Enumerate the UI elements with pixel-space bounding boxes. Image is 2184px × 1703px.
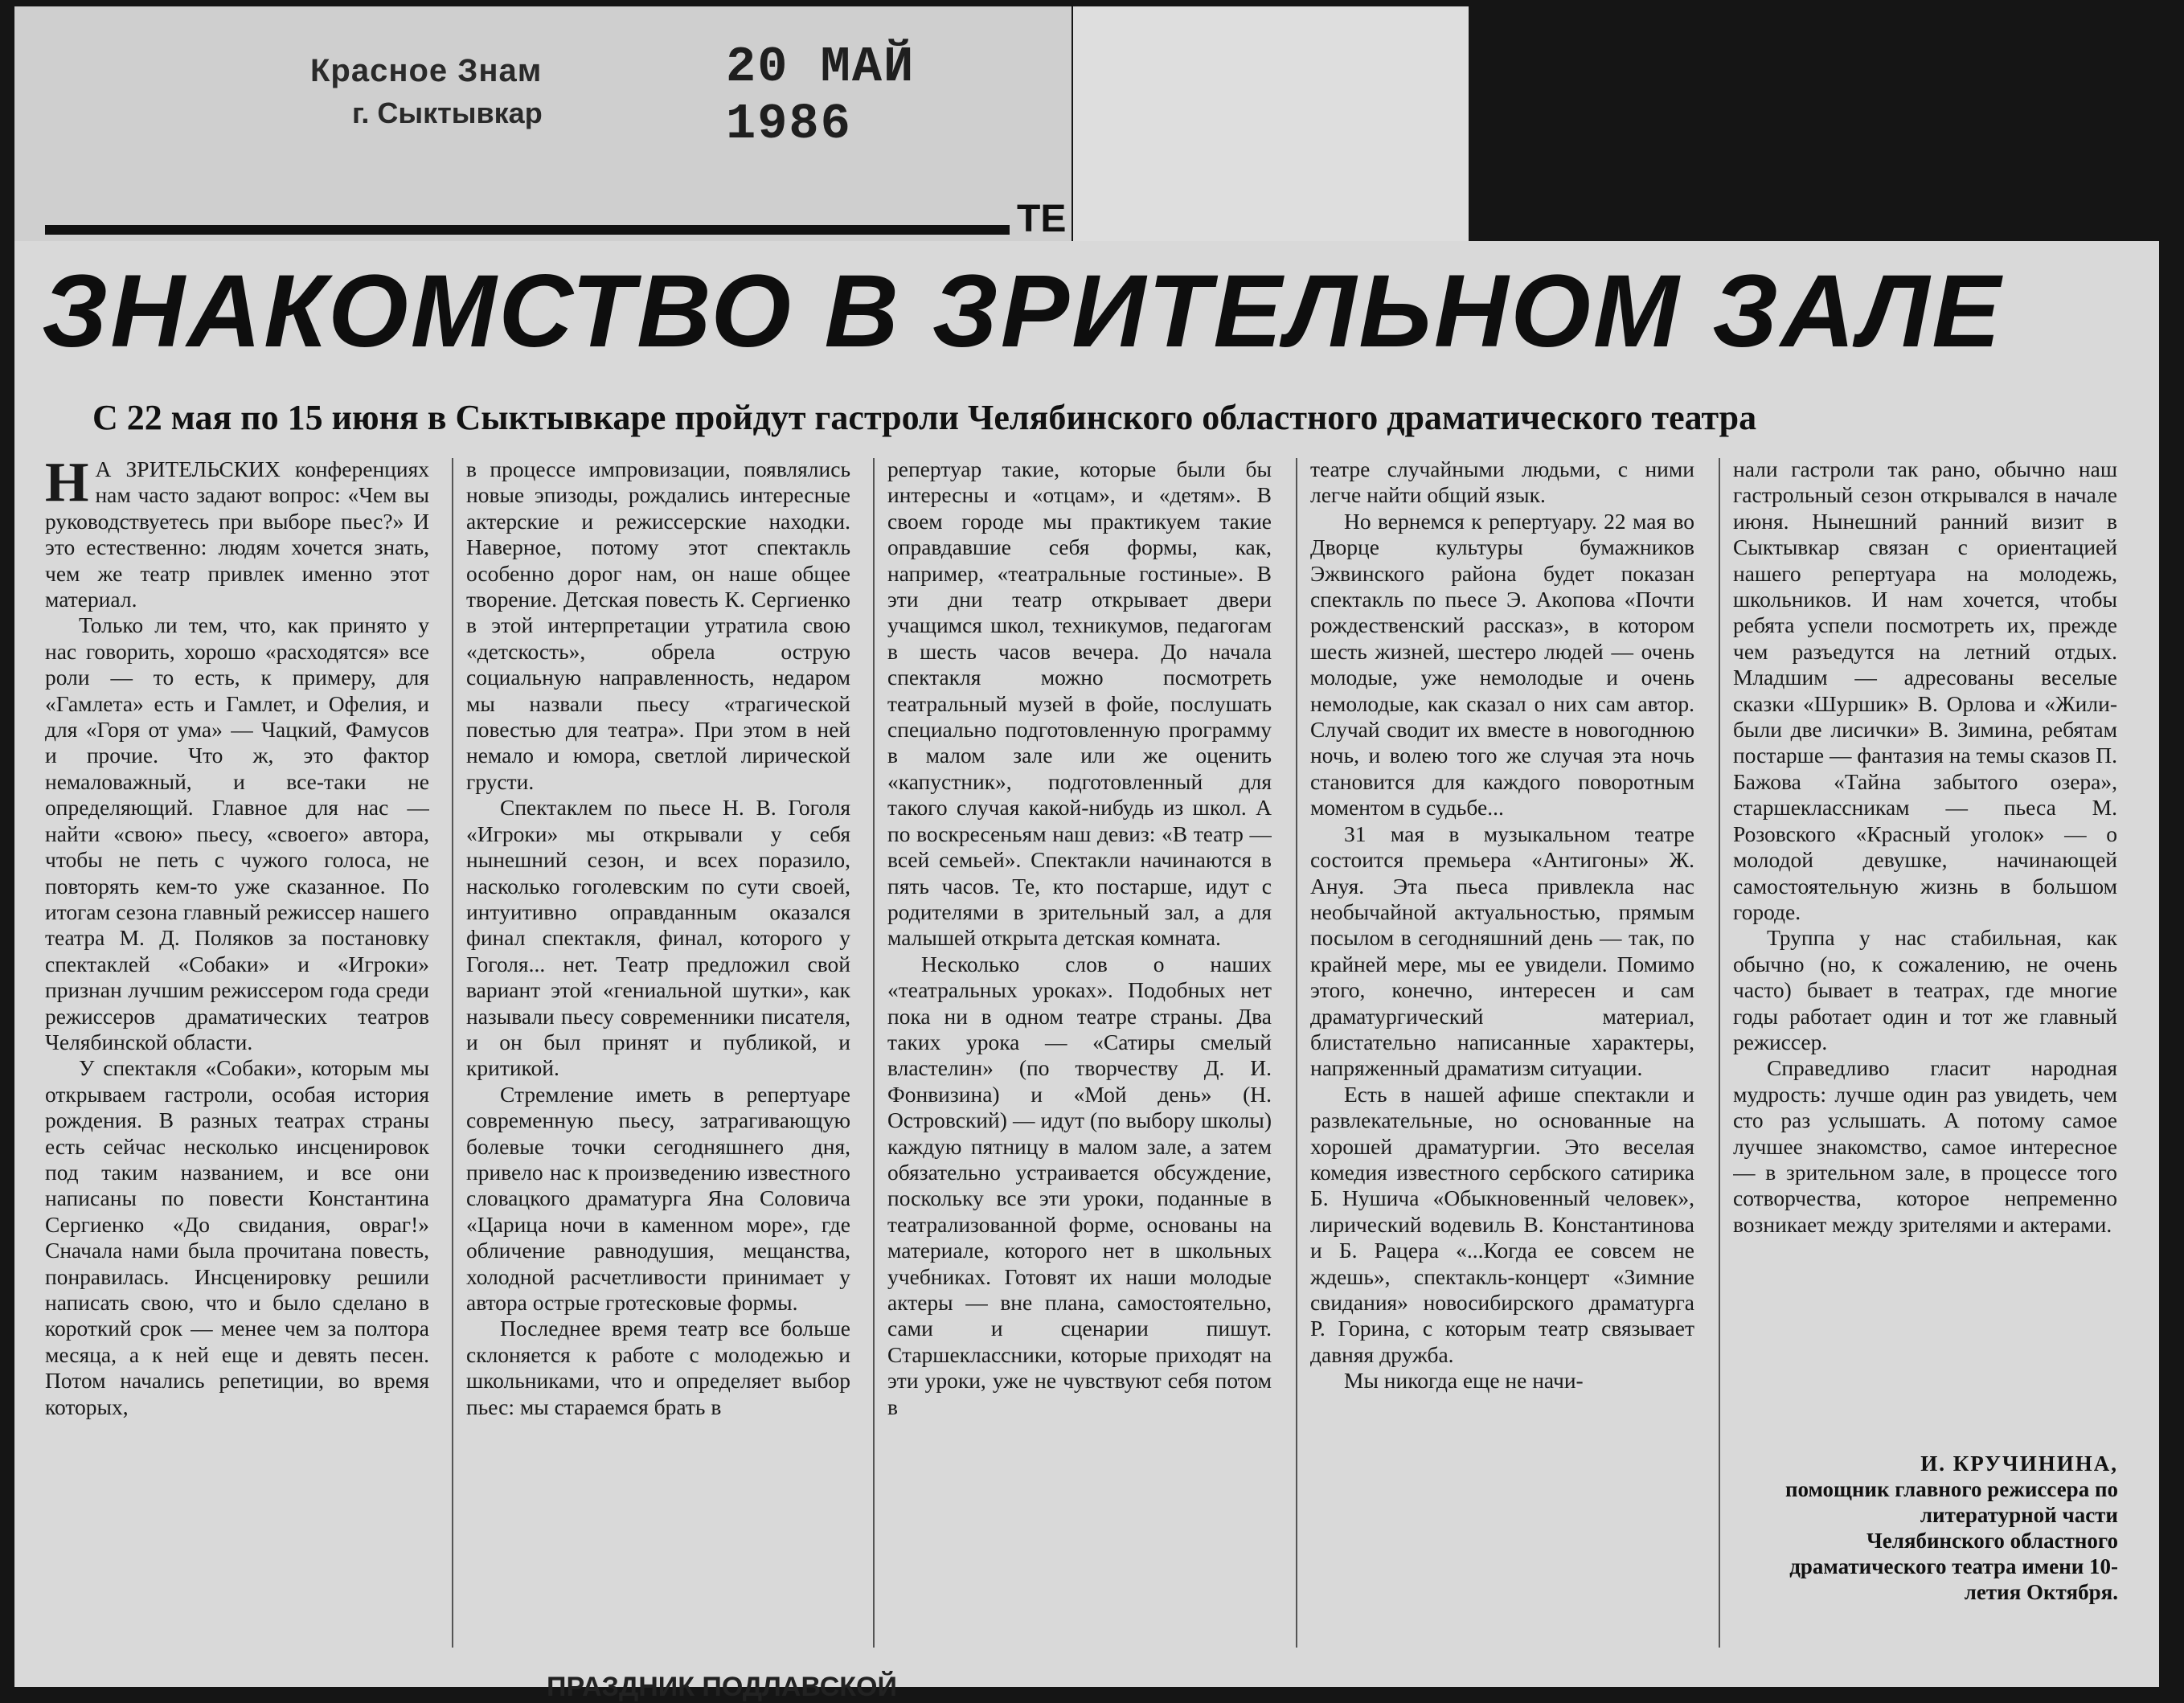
article-column-1 [45, 456, 429, 1654]
paragraph: Но вернемся к репертуару. 22 мая во Дворце культуры бумажников Эжвинского района будет показан спектакль по пьесе Э. Акопова «Почти рождественский рассказ», в котором шесть жизней, шестеро людей — очень молодые, уже немолодые и очень немолодые, как сказал о них сам автор. Случай сводит их вместе в новогоднюю ночь, и волею того же случая эта ночь становится для каждого поворотным моментом в судьбе... [1310, 508, 1694, 821]
clipping-header-stub [14, 6, 1072, 248]
date-stamp: 20 МАЙ 1986 [726, 39, 916, 153]
article-column-3 [887, 456, 1272, 1654]
article-headline: ЗНАКОМСТВО В ЗРИТЕЛЬНОМ ЗАЛЕ [42, 254, 2003, 369]
column-divider [1719, 458, 1720, 1648]
paragraph: Труппа у нас стабильная, как обычно (но, к сожалению, не очень часто) бывает в театрах, где многие годы работает один и тот же главный режиссер. [1733, 925, 2117, 1054]
author-signature [1780, 1451, 2118, 1605]
paragraph: Мы никогда еще не начи- [1344, 1368, 1584, 1394]
column-divider [452, 458, 453, 1648]
paragraph: Справедливо гласит народная мудрость: лучше один раз увидеть, чем сто раз услышать. А потому самое лучшее знакомство, самое интересное — в зрительном зале, в процессе того сотворчества, которое непременно возникает между зрителями и актерами. [1733, 1055, 2117, 1237]
column-divider [1296, 458, 1297, 1648]
article-column-5 [1733, 456, 2117, 1441]
paragraph: Стремление иметь в репертуаре современную пьесу, затрагивающую болевые точки сегодняшнего дня, привело нас к произведению известного словацкого драматурга Яна Соловича «Царица ночи в каменном море», где обличение равнодушия, мещанства, холодной расчетливости принимает у автора острые гротесковые формы. [466, 1081, 850, 1315]
paragraph: нали гастроли так рано, обычно наш гастрольный сезон открывался в начале июня. Нынешний ранний визит в Сыктывкар связан с ориентацией нашего репертуара на молодежь, школьников. И нам хочется, чтобы ребята успели посмотреть их, прежде чем разъедутся на летний отдых. Младшим — адресованы веселые сказки «Шуршик» В. Орлова и «Жили-были две лисички» В. Зимина, ребятам постарше — фантазия на темы сказов П. Бажова «Тайна забытого озера», старшеклассникам — пьеса М. Розовского «Красный уголок» — о молодой девушке, начинающей самостоятельную жизнь в большом городе. [1733, 456, 2117, 924]
author-name: И. КРУЧИНИНА, [1920, 1451, 2118, 1476]
column-divider [873, 458, 875, 1648]
rubric-label: ТЕ [1017, 198, 1067, 240]
article-column-2 [466, 456, 850, 1654]
backing-paper [1073, 6, 1469, 241]
paragraph: Спектаклем по пьесе Н. В. Гоголя «Игроки» мы открывали у себя нынешний сезон, и всех поразило, насколько гоголевским по сути своей, интуитивно оправданным оказался финал спектакля, финал, которого у Гоголя... нет. Театр предложил свой вариант этой «гениальной шутки», как называли пьесу современники писателя, и он был принят и публикой, и критикой. [466, 795, 850, 1081]
author-position: помощник главного режиссера по литературной части Челябинского областного драматического театра имени 10-летия Октября. [1784, 1477, 2118, 1604]
paragraph: 31 мая в музыкальном театре состоится премьера «Антигоны» Ж. Ануя. Эта пьеса привлекла нас необычайной актуальностью, прямым посылом в сегодняшний день — так, по крайней мере, мы ее увидели. Помимо этого, конечно, интересен и сам драматургический материал, блистательно написанные характеры, напряженный драматизм ситуации. [1310, 821, 1694, 1081]
paragraph: Н А ЗРИТЕЛЬСКИХ конференциях нам часто задают вопрос: «Чем вы руководствуетесь при выборе пьес?» И это естественно: людям хочется знать, чем же театр привлек именно этот материал. [45, 456, 429, 612]
article-subheadline: С 22 мая по 15 июня в Сыктывкаре пройдут гастроли Челябинского областного драматического театра [92, 398, 1757, 437]
paragraph: Есть в нашей афише спектакли и развлекательные, но основанные на хорошей драматургии. Это веселая комедия известного сербского сатирика Б. Нушича «Обыкновенный человек», лирический водевиль В. Константинова и Б. Рацера «...Когда ее совсем не ждешь», спектакль-концерт «Зимние свидания» новосибирского драматурга Р. Горина, с которым театр связывает давняя дружба. [1310, 1081, 1694, 1367]
paragraph: репертуар такие, которые были бы интересны и «отцам», и «детям». В своем городе мы практикуем такие оправдавшие себя формы, как, например, «театральные гостиные». В эти дни театр открывает двери учащимся школ, техникумов, педагогам в шесть часов вечера. До начала спектакля можно посмотреть театральный музей в фойе, послушать специально подготовленную программу в малом зале или же оценить «капустник», подготовленный для такого случая какой-нибудь из школ. А по воскресеньям наш девиз: «В театр — всей семьей». Спектакли начинаются в пять часов. Те, кто постарше, идут с родителями в зрительный зал, а для малышей открыта детская комната. [887, 456, 1272, 951]
drop-cap: Н [45, 456, 89, 514]
paragraph: театре случайными людьми, с ними легче найти общий язык. [1310, 456, 1694, 508]
paragraph: Только ли тем, что, как принято у нас говорить, хорошо «расходятся» все роли — то есть, к примеру, для «Гамлета» есть и Гамлет, и Офелия, и для «Горя от ума» — Чацкий, Фамусов и прочие. Что ж, это фактор немаловажный, и все-таки не определяющий. Главное для нас — найти «свою» пьесу, «своего» автора, чтобы не петь с чужого голоса, не повторять кем-то уже сказанное. По итогам сезона главный режиссер нашего театра М. Д. Поляков за постановку спектаклей «Собаки» и «Игроки» признан лучшим режиссером года среди режиссеров драматических театров Челябинской области. [45, 612, 429, 1054]
paragraph: Последнее время театр все больше склоняется к работе с молодежью и школьниками, что и определяет выбор пьес: мы стараемся брать в [466, 1316, 850, 1419]
rubric-rule [45, 225, 1010, 235]
newspaper-city: г. Сыктывкар [352, 96, 543, 129]
paragraph: Несколько слов о наших «театральных уроках». Подобных нет пока ни в одном театре страны. Два таких урока — «Сатиры смелый властелин» (по творчеству Д. И. Фонвизина) и «Мой день» (Н. Островский) — идут (по выбору школы) каждую пятницу в малом зале, а затем обязательно устраивается обсуждение, поскольку все эти уроки, поданные в театрализованной форме, основаны на материале, которого нет в школьных учебниках. Готовят их наши молодые актеры — вне плана, самостоятельно, сами и сценарии пишут. Старшеклассники, которые приходят на эти уроки, уже не чувствуют себя потом в [887, 951, 1272, 1419]
next-article-fragment: ПРАЗДНИК ПОДЛАВСКОЙ [547, 1672, 897, 1702]
paragraph: в процессе импровизации, появлялись новые эпизоды, рождались интересные актерские и режиссерские находки. Наверное, потому этот спектакль особенно дорог нам, он наше общее творение. Детская повесть К. Сергиенко в этой интерпретации утратила свою «детскость», обрела острую социальную направленность, недаром мы назвали пьесу «трагической повестью для театра». При этом в ней немало и юмора, светлой лирической грусти. [466, 456, 850, 794]
newspaper-masthead: Красное Знам [310, 53, 543, 88]
paragraph: У спектакля «Собаки», которым мы открываем гастроли, особая история рождения. В разных театрах страны есть сейчас несколько инсценировок под таким названием, и все они написаны по повести Константина Сергиенко «До свидания, овраг!» Сначала нами была прочитана повесть, понравилась. Инсценировку решили написать свою, что и было сделано в короткий срок — менее чем за полтора месяца, а к ней еще и девять песен. Потом начались репетиции, во время которых, [45, 1055, 429, 1419]
article-column-4 [1310, 456, 1694, 1654]
